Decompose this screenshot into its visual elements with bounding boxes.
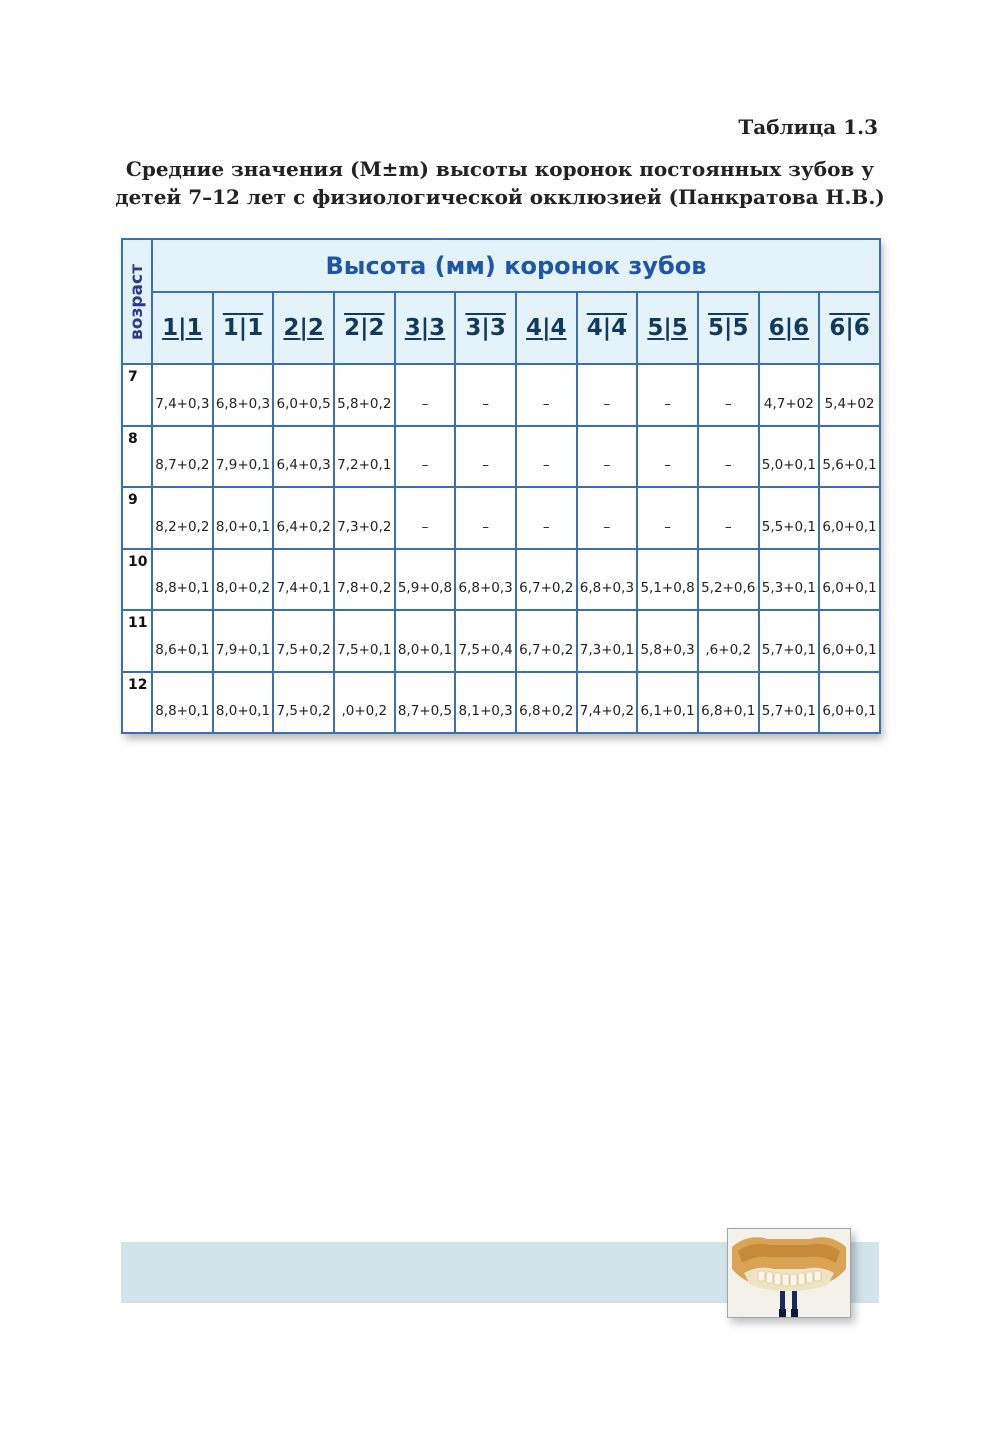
value-cell: 6,0+0,1 (819, 549, 880, 611)
tooth-header-10 (698, 292, 759, 364)
tooth-formula (647, 315, 687, 341)
tooth-right: 1 (247, 315, 264, 341)
tooth-left: 1 (162, 315, 179, 341)
table-label: Таблица 1.3 (738, 115, 878, 139)
value-cell: – (455, 364, 516, 426)
value-cell: 6,8+0,3 (577, 549, 638, 611)
tooth-left: 5 (647, 315, 664, 341)
tooth-left: 2 (283, 315, 300, 341)
tooth-header-7 (516, 292, 577, 364)
tooth-formula (526, 315, 566, 341)
tooth-formula (769, 315, 809, 341)
tooth-header-1 (152, 292, 213, 364)
tooth-header-11 (759, 292, 820, 364)
value-cell: 5,8+0,3 (637, 610, 698, 672)
crown-height-table-container (121, 238, 879, 734)
value-cell: 8,8+0,1 (152, 549, 213, 611)
table-row (122, 487, 880, 549)
table-row (122, 364, 880, 426)
tooth-left: 1 (222, 315, 239, 341)
group-header: Высота (мм) коронок зубов (152, 239, 880, 292)
value-cell: 8,7+0,5 (395, 672, 456, 734)
dental-cast-photo (727, 1228, 851, 1318)
value-cell: 7,3+0,2 (334, 487, 395, 549)
value-cell: 8,7+0,2 (152, 426, 213, 488)
value-cell: – (577, 426, 638, 488)
tooth-left: 6 (768, 315, 785, 341)
value-cell: 6,8+0,3 (213, 364, 274, 426)
tooth-header-8 (577, 292, 638, 364)
value-cell: 8,0+0,1 (213, 487, 274, 549)
tooth-left: 3 (465, 315, 482, 341)
caption-line-1: Средние значения (M±m) высоты коронок постоянных зубов у (125, 157, 875, 181)
tooth-formula (587, 315, 627, 341)
value-cell: 5,7+0,1 (759, 672, 820, 734)
tooth-header-12 (819, 292, 880, 364)
tooth-header-6 (455, 292, 516, 364)
tooth-formula (162, 315, 202, 341)
tooth-formula (465, 315, 505, 341)
tooth-right: 2 (368, 315, 385, 341)
tooth-header-4 (334, 292, 395, 364)
group-header-row (122, 239, 880, 292)
tooth-midline: | (602, 315, 612, 341)
value-cell: – (577, 364, 638, 426)
tooth-midline: | (724, 315, 733, 341)
value-cell: 5,6+0,1 (819, 426, 880, 488)
value-cell: 5,9+0,8 (395, 549, 456, 611)
caption-line-2: детей 7–12 лет с физиологической окклюзией (Панкратова Н.В.) (115, 185, 885, 209)
tooth-midline: | (663, 315, 672, 341)
value-cell: 4,7+02 (759, 364, 820, 426)
tooth-formula (405, 315, 445, 341)
tooth-formula (223, 315, 263, 341)
value-cell: 6,8+0,3 (455, 549, 516, 611)
tooth-formula (283, 315, 323, 341)
value-cell: 6,0+0,5 (273, 364, 334, 426)
tooth-right: 3 (429, 315, 446, 341)
value-cell: 6,7+0,2 (516, 610, 577, 672)
value-cell: – (698, 426, 759, 488)
value-cell: 6,1+0,1 (637, 672, 698, 734)
value-cell: 7,2+0,1 (334, 426, 395, 488)
crown-height-table (121, 238, 881, 734)
value-cell: – (698, 364, 759, 426)
tooth-right: 6 (853, 315, 870, 341)
value-cell: 7,4+0,3 (152, 364, 213, 426)
value-cell: 7,5+0,2 (273, 610, 334, 672)
table-row (122, 672, 880, 734)
value-cell: – (395, 487, 456, 549)
value-cell: 6,4+0,3 (273, 426, 334, 488)
value-cell: 6,8+0,1 (698, 672, 759, 734)
tooth-midline: | (238, 315, 248, 341)
table-row (122, 549, 880, 611)
value-cell: 8,8+0,1 (152, 672, 213, 734)
tooth-right: 5 (671, 315, 688, 341)
value-cell: ,6+0,2 (698, 610, 759, 672)
value-cell: 8,0+0,1 (213, 672, 274, 734)
table-caption (100, 155, 900, 211)
tooth-right: 1 (186, 315, 203, 341)
value-cell: 7,3+0,1 (577, 610, 638, 672)
value-cell: – (516, 364, 577, 426)
value-cell: 6,0+0,1 (819, 487, 880, 549)
table-row (122, 426, 880, 488)
value-cell: – (455, 426, 516, 488)
value-cell: 7,5+0,2 (273, 672, 334, 734)
value-cell: – (637, 364, 698, 426)
table-row (122, 610, 880, 672)
value-cell: – (637, 426, 698, 488)
value-cell: 6,0+0,1 (819, 672, 880, 734)
tooth-right: 4 (550, 315, 567, 341)
value-cell: – (516, 487, 577, 549)
value-cell: 7,4+0,2 (577, 672, 638, 734)
value-cell: 8,0+0,1 (395, 610, 456, 672)
tooth-header-5 (395, 292, 456, 364)
value-cell: 5,2+0,6 (698, 549, 759, 611)
age-cell: 12 (122, 672, 152, 734)
tooth-header-3 (273, 292, 334, 364)
value-cell: 7,9+0,1 (213, 426, 274, 488)
age-header-label: возраст (127, 263, 147, 340)
tooth-right: 3 (489, 315, 506, 341)
tooth-right: 2 (307, 315, 324, 341)
tooth-formula (344, 315, 384, 341)
value-cell: 5,5+0,1 (759, 487, 820, 549)
value-cell: 5,4+02 (819, 364, 880, 426)
value-cell: 6,7+0,2 (516, 549, 577, 611)
tooth-right: 6 (793, 315, 810, 341)
tooth-formula (708, 315, 748, 341)
age-cell: 8 (122, 426, 152, 488)
tooth-midline: | (845, 315, 854, 341)
value-cell: 7,9+0,1 (213, 610, 274, 672)
tooth-left: 4 (526, 315, 543, 341)
dental-cast-image (728, 1229, 850, 1317)
value-cell: – (637, 487, 698, 549)
value-cell: 7,4+0,1 (273, 549, 334, 611)
value-cell: – (395, 426, 456, 488)
tooth-right: 5 (732, 315, 749, 341)
tooth-midline: | (481, 315, 490, 341)
value-cell: 5,0+0,1 (759, 426, 820, 488)
value-cell: 5,1+0,8 (637, 549, 698, 611)
value-cell: 8,0+0,2 (213, 549, 274, 611)
age-cell: 11 (122, 610, 152, 672)
value-cell: 8,2+0,2 (152, 487, 213, 549)
value-cell: 5,7+0,1 (759, 610, 820, 672)
age-cell: 10 (122, 549, 152, 611)
value-cell: 5,8+0,2 (334, 364, 395, 426)
age-column-header (122, 239, 152, 364)
value-cell: – (577, 487, 638, 549)
value-cell: – (395, 364, 456, 426)
tooth-midline: | (299, 315, 308, 341)
value-cell: 5,3+0,1 (759, 549, 820, 611)
tooth-left: 6 (829, 315, 846, 341)
value-cell: 7,8+0,2 (334, 549, 395, 611)
age-cell: 7 (122, 364, 152, 426)
value-cell: ,0+0,2 (334, 672, 395, 734)
value-cell: 7,5+0,4 (455, 610, 516, 672)
tooth-midline: | (178, 315, 187, 341)
tooth-left: 4 (586, 315, 603, 341)
tooth-left: 3 (404, 315, 421, 341)
value-cell: 8,6+0,1 (152, 610, 213, 672)
tooth-left: 5 (708, 315, 725, 341)
value-cell: – (516, 426, 577, 488)
value-cell: 6,8+0,2 (516, 672, 577, 734)
tooth-header-9 (637, 292, 698, 364)
value-cell: 6,4+0,2 (273, 487, 334, 549)
table-body (122, 364, 880, 733)
tooth-left: 2 (344, 315, 361, 341)
age-cell: 9 (122, 487, 152, 549)
tooth-formula (829, 315, 869, 341)
tooth-midline: | (360, 315, 369, 341)
value-cell: – (698, 487, 759, 549)
tooth-midline: | (542, 315, 551, 341)
tooth-header-2 (213, 292, 274, 364)
tooth-midline: | (784, 315, 794, 341)
value-cell: 6,0+0,1 (819, 610, 880, 672)
value-cell: 7,5+0,1 (334, 610, 395, 672)
value-cell: – (455, 487, 516, 549)
tooth-midline: | (420, 315, 430, 341)
tooth-right: 4 (611, 315, 628, 341)
tooth-header-row (122, 292, 880, 364)
value-cell: 8,1+0,3 (455, 672, 516, 734)
